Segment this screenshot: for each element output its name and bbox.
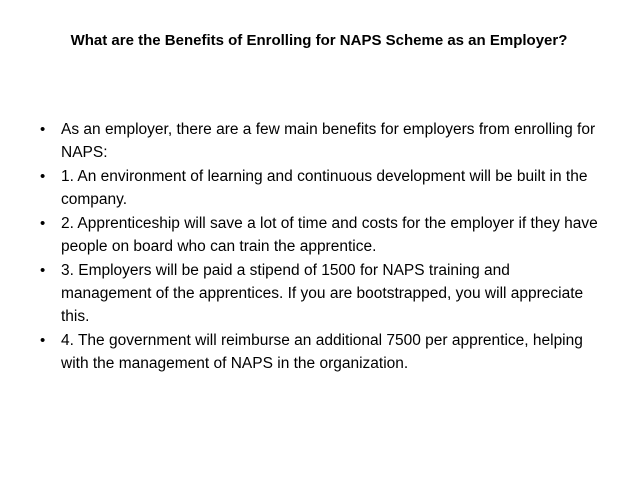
bullet-item [40,165,600,211]
bullet-text: 1. An environment of learning and continuous development will be built in the company. [61,168,588,208]
bullet-icon: • [40,332,46,349]
bullet-icon: • [40,121,46,138]
bullet-icon: • [40,168,46,185]
bullet-icon: • [40,262,46,279]
slide-title: What are the Benefits of Enrolling for NAPS Scheme as an Employer? [70,32,568,49]
bullet-text: 4. The government will reimburse an additional 7500 per apprentice, helping with the management of NAPS in the organization. [61,332,583,372]
bullet-list [40,118,600,376]
bullet-icon: • [40,215,46,232]
bullet-item [40,329,600,375]
bullet-item [40,259,600,328]
bullet-text: As an employer, there are a few main benefits for employers from enrolling for NAPS: [61,121,596,161]
bullet-item [40,212,600,258]
bullet-text: 2. Apprenticeship will save a lot of time and costs for the employer if they have people on board who can train the apprentice. [61,215,598,255]
bullet-text: 3. Employers will be paid a stipend of 1500 for NAPS training and management of the apprentices. If you are bootstrapped, you will appreciate this. [61,262,584,325]
bullet-item [40,118,600,164]
